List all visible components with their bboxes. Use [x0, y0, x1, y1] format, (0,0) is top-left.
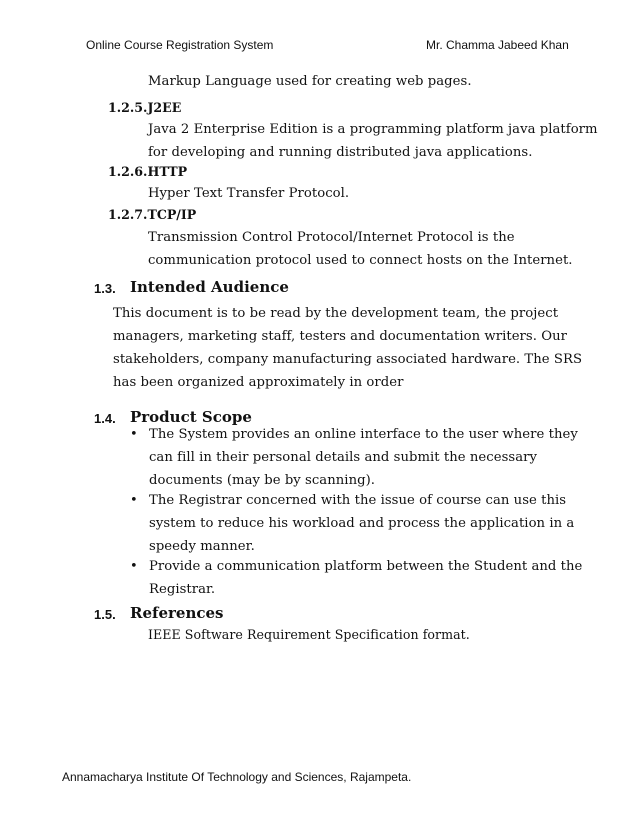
- tcpip-heading: 1.2.7.TCP/IP: [108, 207, 197, 222]
- scope-bullet-line: The Registrar concerned with the issue of course can use this: [149, 493, 567, 508]
- scope-bullet-line: The System provides an online interface to the user where they: [149, 427, 578, 442]
- tcpip-line: Transmission Control Protocol/Internet Protocol is the: [148, 230, 515, 245]
- footer-text: Annamacharya Institute Of Technology and Sciences, Rajampeta.: [62, 770, 412, 784]
- section-title-intended-audience: Intended Audience: [130, 278, 289, 296]
- j2ee-line: for developing and running distributed java applications.: [148, 145, 533, 160]
- scope-bullet-line: documents (may be by scanning).: [149, 473, 376, 488]
- header-right: Mr. Chamma Jabeed Khan: [426, 38, 569, 52]
- references-line: IEEE Software Requirement Specification format.: [148, 627, 470, 642]
- audience-paragraph-line: managers, marketing staff, testers and documentation writers. Our: [113, 329, 567, 344]
- html-definition-tail: Markup Language used for creating web pages.: [148, 74, 472, 89]
- section-title-product-scope: Product Scope: [130, 408, 252, 426]
- j2ee-line: Java 2 Enterprise Edition is a programming platform java platform: [148, 122, 598, 137]
- http-line: Hyper Text Transfer Protocol.: [148, 186, 350, 201]
- http-heading: 1.2.6.HTTP: [108, 164, 188, 179]
- section-title-references: References: [130, 604, 224, 622]
- scope-bullet-line: Registrar.: [149, 582, 216, 597]
- section-number: 1.5.: [94, 607, 116, 622]
- scope-bullet-line: speedy manner.: [149, 539, 255, 554]
- section-number: 1.3.: [94, 281, 116, 296]
- tcpip-line: communication protocol used to connect hosts on the Internet.: [148, 253, 573, 268]
- bullet-icon: •: [130, 559, 138, 574]
- scope-bullet-line: can fill in their personal details and submit the necessary: [149, 450, 537, 465]
- bullet-icon: •: [130, 493, 138, 508]
- section-number: 1.4.: [94, 411, 116, 426]
- audience-paragraph-line: This document is to be read by the development team, the project: [113, 306, 559, 321]
- j2ee-heading: 1.2.5.J2EE: [108, 100, 182, 115]
- bullet-icon: •: [130, 427, 138, 442]
- header-left: Online Course Registration System: [86, 38, 274, 52]
- audience-paragraph-line: stakeholders, company manufacturing associated hardware. The SRS: [113, 352, 583, 367]
- scope-bullet-line: system to reduce his workload and process the application in a: [149, 516, 575, 531]
- audience-paragraph-line: has been organized approximately in order: [113, 375, 404, 390]
- scope-bullet-line: Provide a communication platform between the Student and the: [149, 559, 583, 574]
